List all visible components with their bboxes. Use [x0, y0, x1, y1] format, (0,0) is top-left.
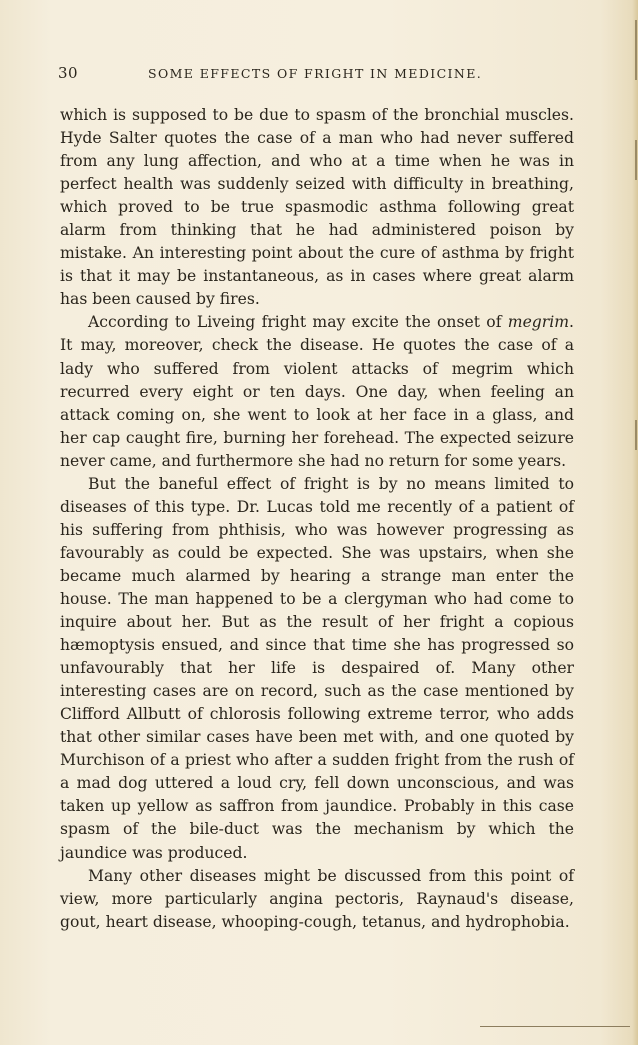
page-edge: [632, 0, 638, 1045]
edge-shadow-mark: [635, 420, 637, 450]
paragraph-2-text-after: . It may, moreover, check the disease. He quotes the case of a lady who suffered from violent attacks of megrim which recurred every eight or ten days. One day, when feeling an attack coming on, she went to look at her face in a glass, and her cap caught fire, burning her forehead. The expected seizure never came, and furthermore she had no return for some years.: [60, 313, 574, 470]
bottom-rule: [480, 1026, 630, 1027]
page-header: [58, 64, 578, 86]
paragraph-2-text-before: According to Liveing fright may excite the onset of: [88, 313, 508, 332]
paragraph-3: But the baneful effect of fright is by no means limited to diseases of this type. Dr. Lucas told me recently of a patient of his suffering from phthisis, who was however progressing as favourably as could be expected. She was upstairs, when she became much alarmed by hearing a strange man enter the house. The man happened to be a clergyman who had come to inquire about her. But as the result of her fright a copious hæmoptysis ensued, and since that time she has progressed so unfavourably that her life is despaired of. Many other interesting cases are on record, such as the case mentioned by Clifford Allbutt of chlorosis following extreme terror, who adds that other similar cases have been met with, and one quoted by Murchison of a priest who after a sudden fright from the rush of a mad dog uttered a loud cry, fell down unconscious, and was taken up yellow as saffron from jaundice. Probably in this case spasm of the bile-duct was the mechanism by which the jaundice was produced.: [60, 474, 574, 862]
running-head: SOME EFFECTS OF FRIGHT IN MEDICINE.: [148, 66, 483, 81]
body-text: [60, 104, 574, 934]
paragraph-1: which is supposed to be due to spasm of the bronchial muscles. Hyde Salter quotes the case of a man who had never suffered from any lung affection, and who at a time when he was in perfect health was suddenly seized with difficulty in breathing, which proved to be true spasmodic asthma following great alarm from thinking that he had administered poison by mistake. An interesting point about the cure of asthma by fright is that it may be instantaneous, as in cases where great alarm has been caused by fires.: [60, 106, 574, 309]
paragraph-4: Many other diseases might be discussed from this point of view, more particularly angina pectoris, Raynaud's disease, gout, heart disease, whooping-cough, tetanus, and hydrophobia.: [60, 866, 574, 931]
edge-shadow-mark: [635, 20, 637, 80]
edge-shadow-mark: [635, 140, 637, 180]
paragraph-2: [60, 311, 574, 472]
paragraph-2-emphasis: megrim: [507, 313, 570, 332]
page-number: 30: [58, 64, 79, 82]
